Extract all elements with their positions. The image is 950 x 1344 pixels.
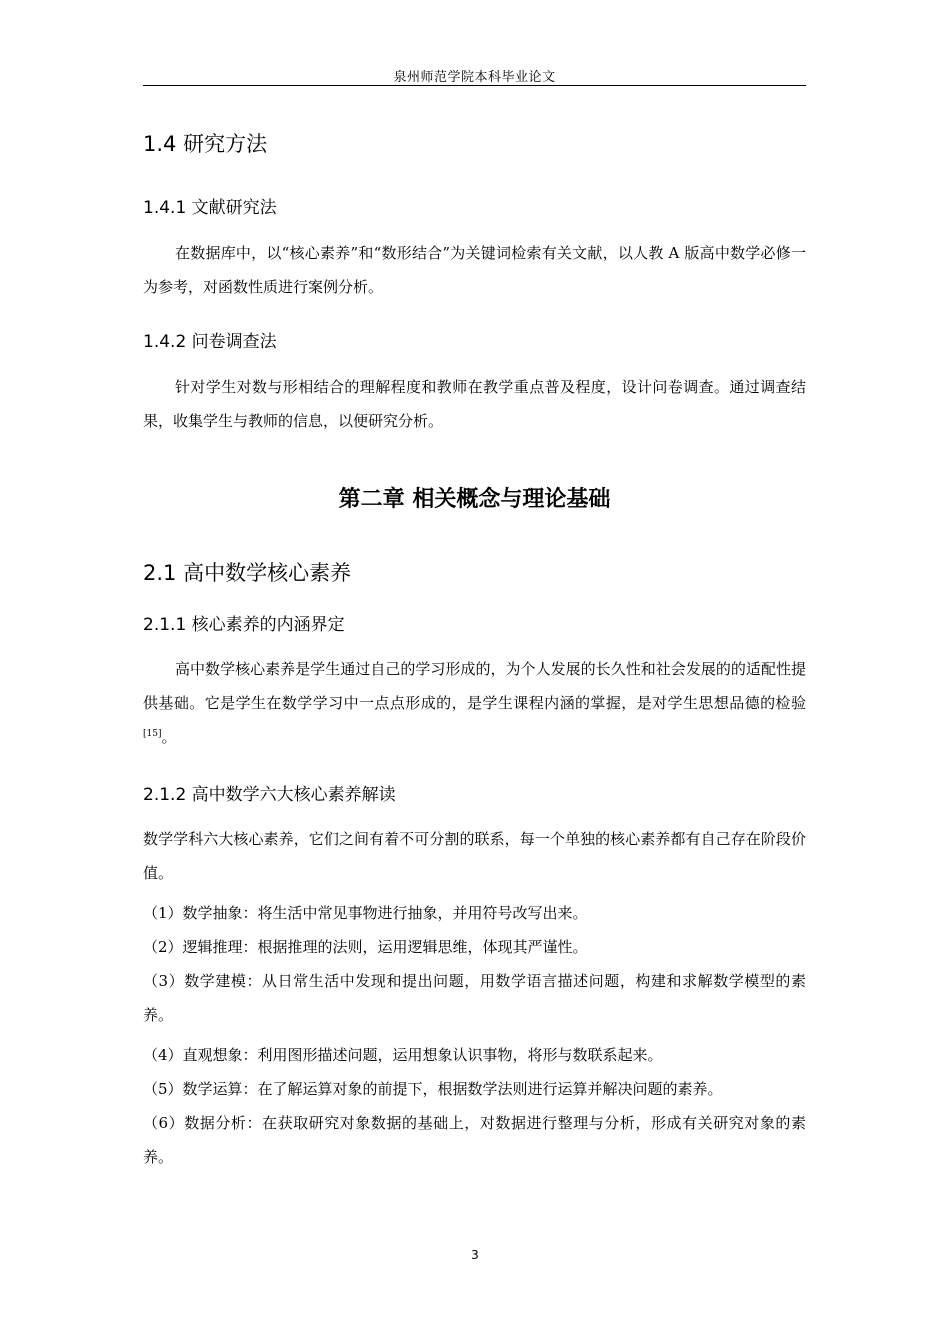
paragraph-1-4-2: 针对学生对数与形相结合的理解程度和教师在教学重点普及程度，设计问卷调查。通过调查结果，收集学生与教师的信息，以便研究分析。 — [143, 378, 806, 430]
subsection-heading-2-1-1: 2.1.1 核心素养的内涵界定 — [143, 615, 345, 635]
list-item: （5）数学运算：在了解运算对象的前提下，根据数学法则进行运算并解决问题的素养。 — [143, 1080, 723, 1098]
paragraph-1-4-1: 在数据库中，以“核心素养”和“数形结合”为关键词检索有关文献，以人教 A 版高中数学必修一为参考，对函数性质进行案例分析。 — [143, 244, 806, 296]
section-heading-1-4: 1.4 研究方法 — [143, 132, 268, 156]
paragraph-2-1-1 — [143, 652, 806, 754]
list-item: （4）直观想象：利用图形描述问题，运用想象认识事物，将形与数联系起来。 — [143, 1046, 663, 1064]
list-item: （1）数学抽象：将生活中常见事物进行抽象，并用符号改写出来。 — [143, 904, 588, 922]
chapter-title: 第二章 相关概念与理论基础 — [338, 487, 611, 512]
subsection-heading-1-4-1: 1.4.1 文献研究法 — [143, 198, 277, 218]
citation-ref: [15] — [143, 729, 162, 739]
paragraph-2-1-2-intro: 数学学科六大核心素养，它们之间有着不可分割的联系，每一个单独的核心素养都有自己存在阶段价值。 — [143, 830, 806, 882]
subsection-heading-1-4-2: 1.4.2 问卷调查法 — [143, 332, 277, 352]
subsection-heading-2-1-2: 2.1.2 高中数学六大核心素养解读 — [143, 785, 396, 805]
section-heading-2-1: 2.1 高中数学核心素养 — [143, 561, 352, 585]
header-divider — [143, 85, 806, 86]
running-header: 泉州师范学院本科毕业论文 — [393, 70, 556, 85]
paragraph-2-1-1-end: 。 — [161, 728, 177, 746]
list-item: （6）数据分析：在获取研究对象数据的基础上，对数据进行整理与分析，形成有关研究对象的素养。 — [143, 1114, 806, 1166]
paragraph-2-1-1-text: 高中数学核心素养是学生通过自己的学习形成的，为个人发展的长久性和社会发展的的适配性提供基础。它是学生在数学学习中一点点形成的，是学生课程内涵的掌握，是对学生思想品德的检验 — [143, 660, 806, 712]
page-number: 3 — [471, 1248, 479, 1262]
list-item: （3）数学建模：从日常生活中发现和提出问题，用数学语言描述问题，构建和求解数学模型的素养。 — [143, 972, 806, 1024]
list-item: （2）逻辑推理：根据推理的法则，运用逻辑思维，体现其严谨性。 — [143, 938, 588, 956]
